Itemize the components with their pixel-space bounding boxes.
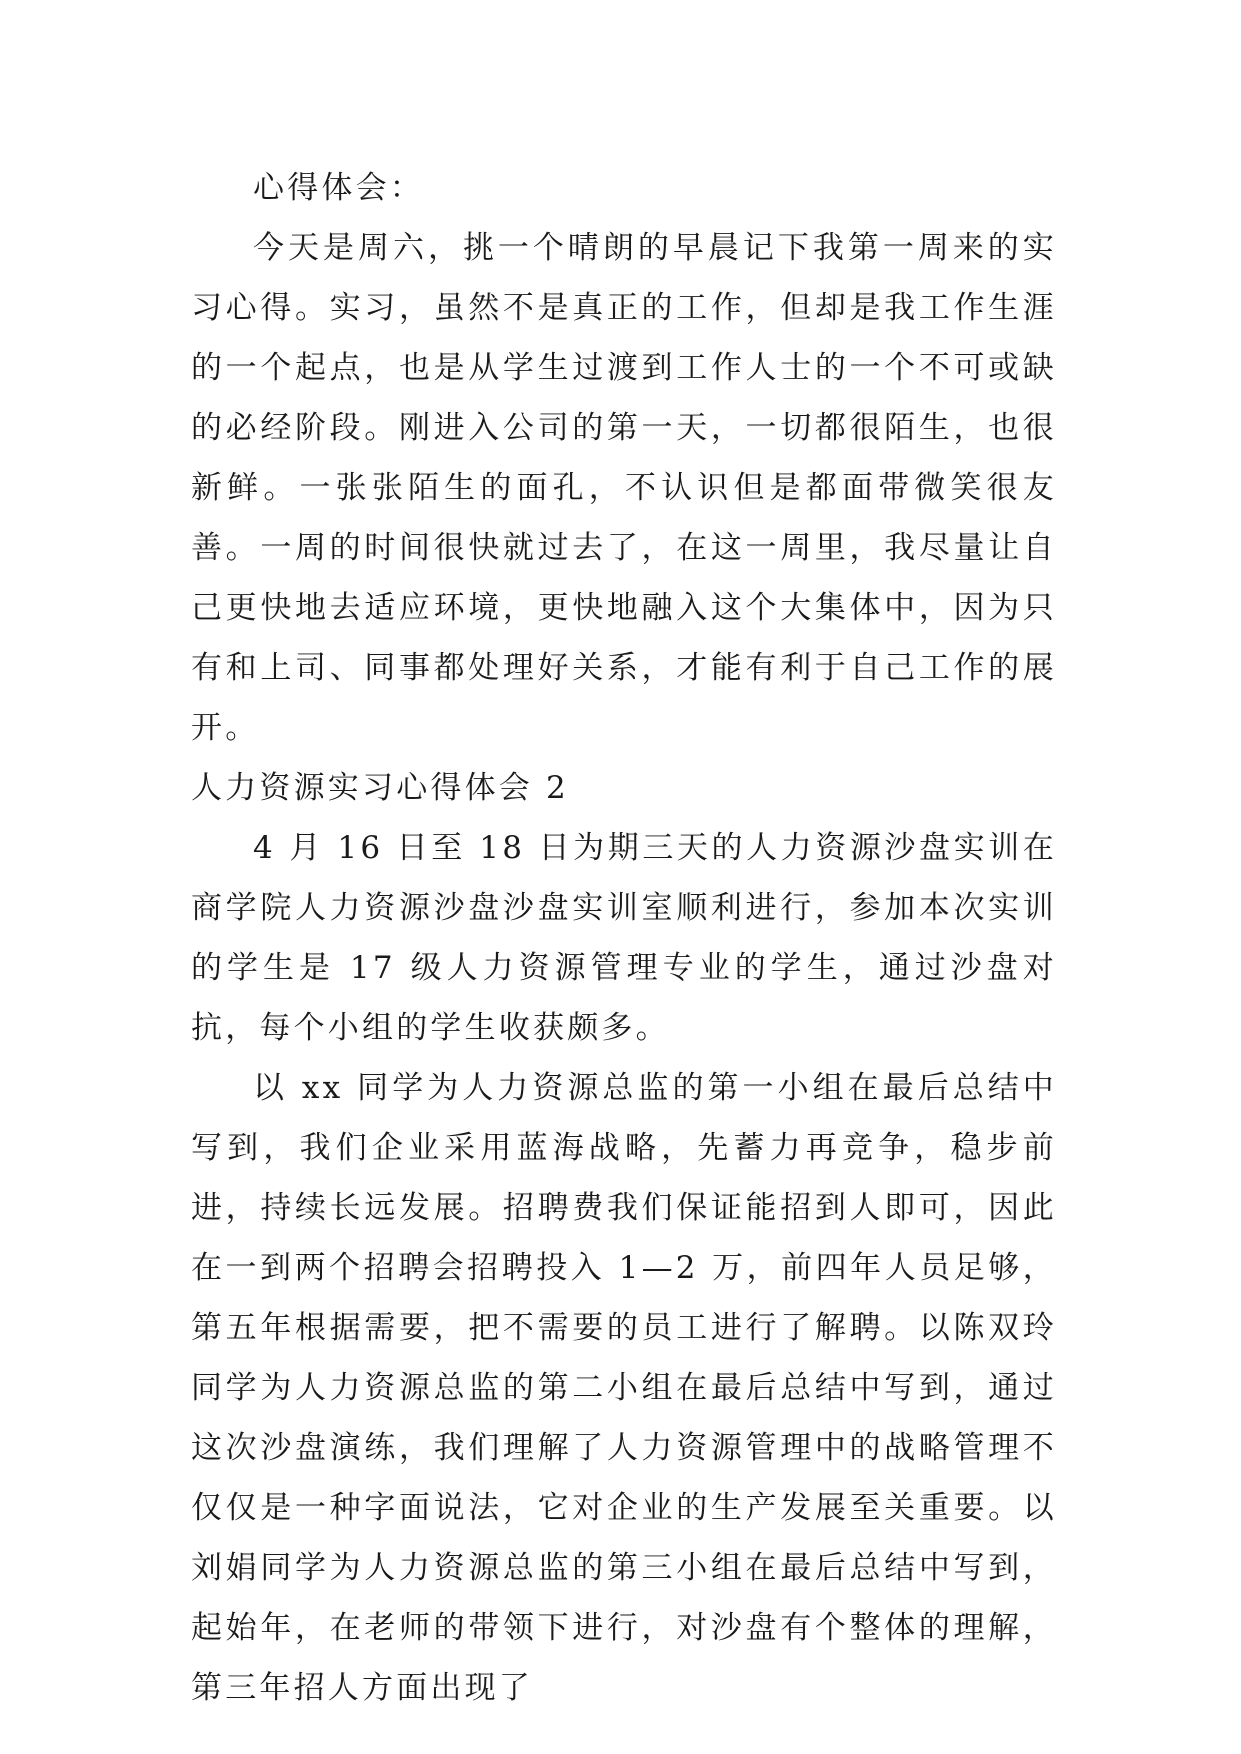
paragraph-sandbox-training: 4 月 16 日至 18 日为期三天的人力资源沙盘实训在商学院人力资源沙盘沙盘实训室顺利进行，参加本次实训的学生是 17 级人力资源管理专业的学生，通过沙盘对抗，每个小组的学生收获颇多。 <box>191 830 1057 1046</box>
section-title: 人力资源实习心得体会 2 <box>191 770 569 806</box>
section-label: 心得体会： <box>253 170 424 206</box>
paragraph-group-summaries: 以 xx 同学为人力资源总监的第一小组在最后总结中写到，我们企业采用蓝海战略，先蓄力再竞争，稳步前进，持续长远发展。招聘费我们保证能招到人即可，因此在一到两个招聘会招聘投入 1—2 万，前四年人员足够，第五年根据需要，把不需要的员工进行了解聘。以陈双玲同学为人力资源总监的第二小组在最后总结中写到，通过这次沙盘演练，我们理解了人力资源管理中的战略管理不仅仅是一种字面说法，它对企业的生产发展至关重要。以刘娟同学为人力资源总监的第三小组在最后总结中写到，起始年，在老师的带领下进行，对沙盘有个整体的理解，第三年招人方面出现了 <box>191 1070 1057 1706</box>
paragraph-internship-week: 今天是周六，挑一个晴朗的早晨记下我第一周来的实习心得。实习，虽然不是真正的工作，但却是我工作生涯的一个起点，也是从学生过渡到工作人士的一个不可或缺的必经阶段。刚进入公司的第一天，一切都很陌生，也很新鲜。一张张陌生的面孔，不认识但是都面带微笑很友善。一周的时间很快就过去了，在这一周里，我尽量让自己更快地去适应环境，更快地融入这个大集体中，因为只有和上司、同事都处理好关系，才能有利于自己工作的展开。 <box>191 230 1057 746</box>
document-body <box>191 158 1057 1718</box>
